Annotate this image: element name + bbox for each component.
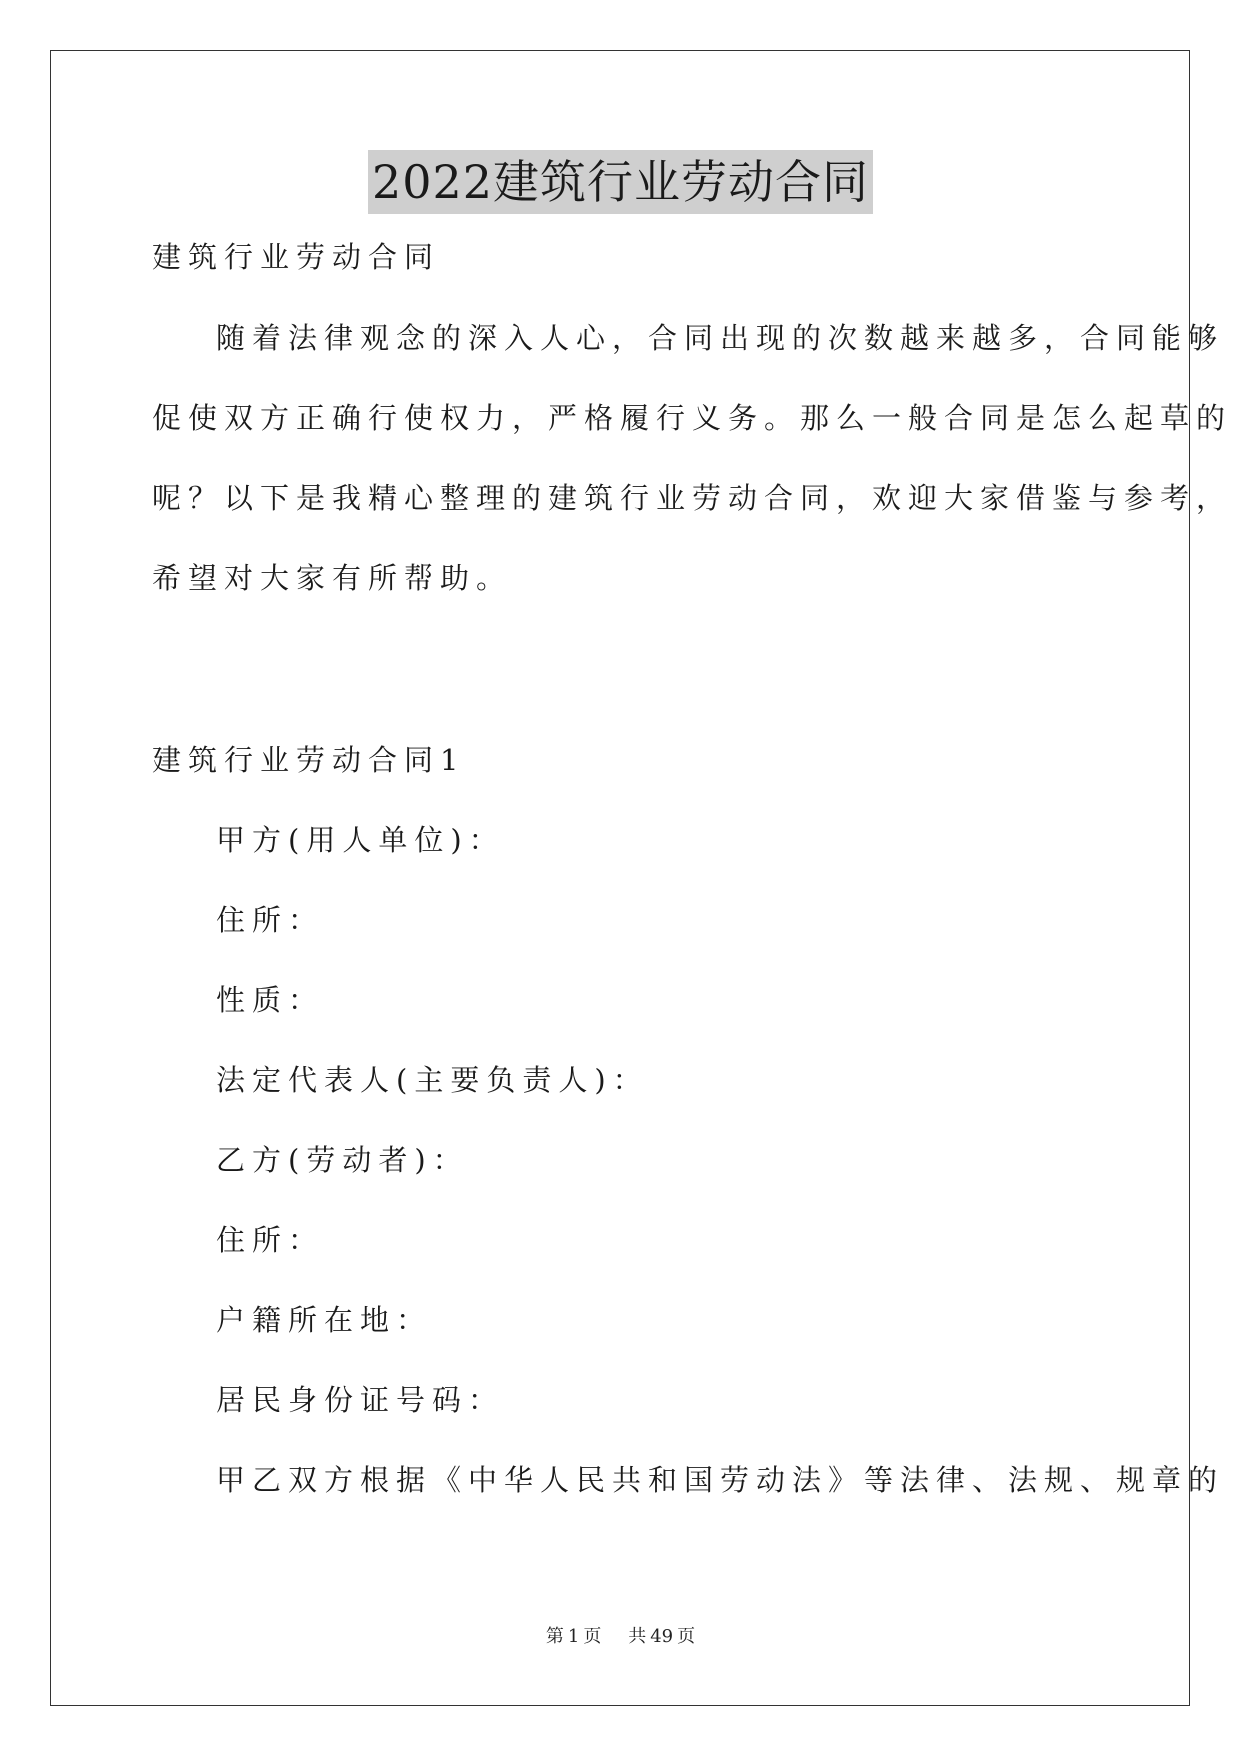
intro-line-2: 促使双方正确行使权力，严格履行义务。那么一般合同是怎么起草的 <box>152 401 1233 435</box>
field-legal-representative: 法定代表人(主要负责人)： <box>216 1063 649 1097</box>
footer-total-suffix: 页 <box>677 1626 696 1647</box>
page-footer <box>0 1625 1241 1649</box>
footer-page-number: 1 <box>567 1626 580 1647</box>
footer-page-suffix: 页 <box>583 1626 602 1647</box>
title-container <box>0 150 1241 214</box>
footer-page-prefix: 第 <box>545 1626 564 1647</box>
field-party-a-nature: 性质： <box>216 983 325 1017</box>
document-subtitle: 建筑行业劳动合同 <box>152 240 441 274</box>
intro-line-3: 呢？以下是我精心整理的建筑行业劳动合同，欢迎大家借鉴与参考， <box>152 481 1233 515</box>
field-party-b: 乙方(劳动者)： <box>216 1143 469 1177</box>
field-party-a: 甲方(用人单位)： <box>216 823 505 857</box>
field-party-b-address: 住所： <box>216 1223 325 1257</box>
footer-total-pages: 49 <box>650 1626 674 1647</box>
field-household-registration: 户籍所在地： <box>216 1303 433 1337</box>
intro-line-1: 随着法律观念的深入人心，合同出现的次数越来越多，合同能够 <box>216 321 1225 355</box>
field-id-number: 居民身份证号码： <box>216 1383 505 1417</box>
field-party-a-address: 住所： <box>216 903 325 937</box>
document-title: 2022建筑行业劳动合同 <box>368 150 873 214</box>
page-border <box>50 50 1190 1706</box>
body-last-line: 甲乙双方根据《中华人民共和国劳动法》等法律、法规、规章的 <box>216 1463 1225 1497</box>
intro-line-4: 希望对大家有所帮助。 <box>152 561 513 595</box>
section-heading: 建筑行业劳动合同1 <box>152 743 466 777</box>
footer-total-prefix: 共 <box>628 1626 647 1647</box>
